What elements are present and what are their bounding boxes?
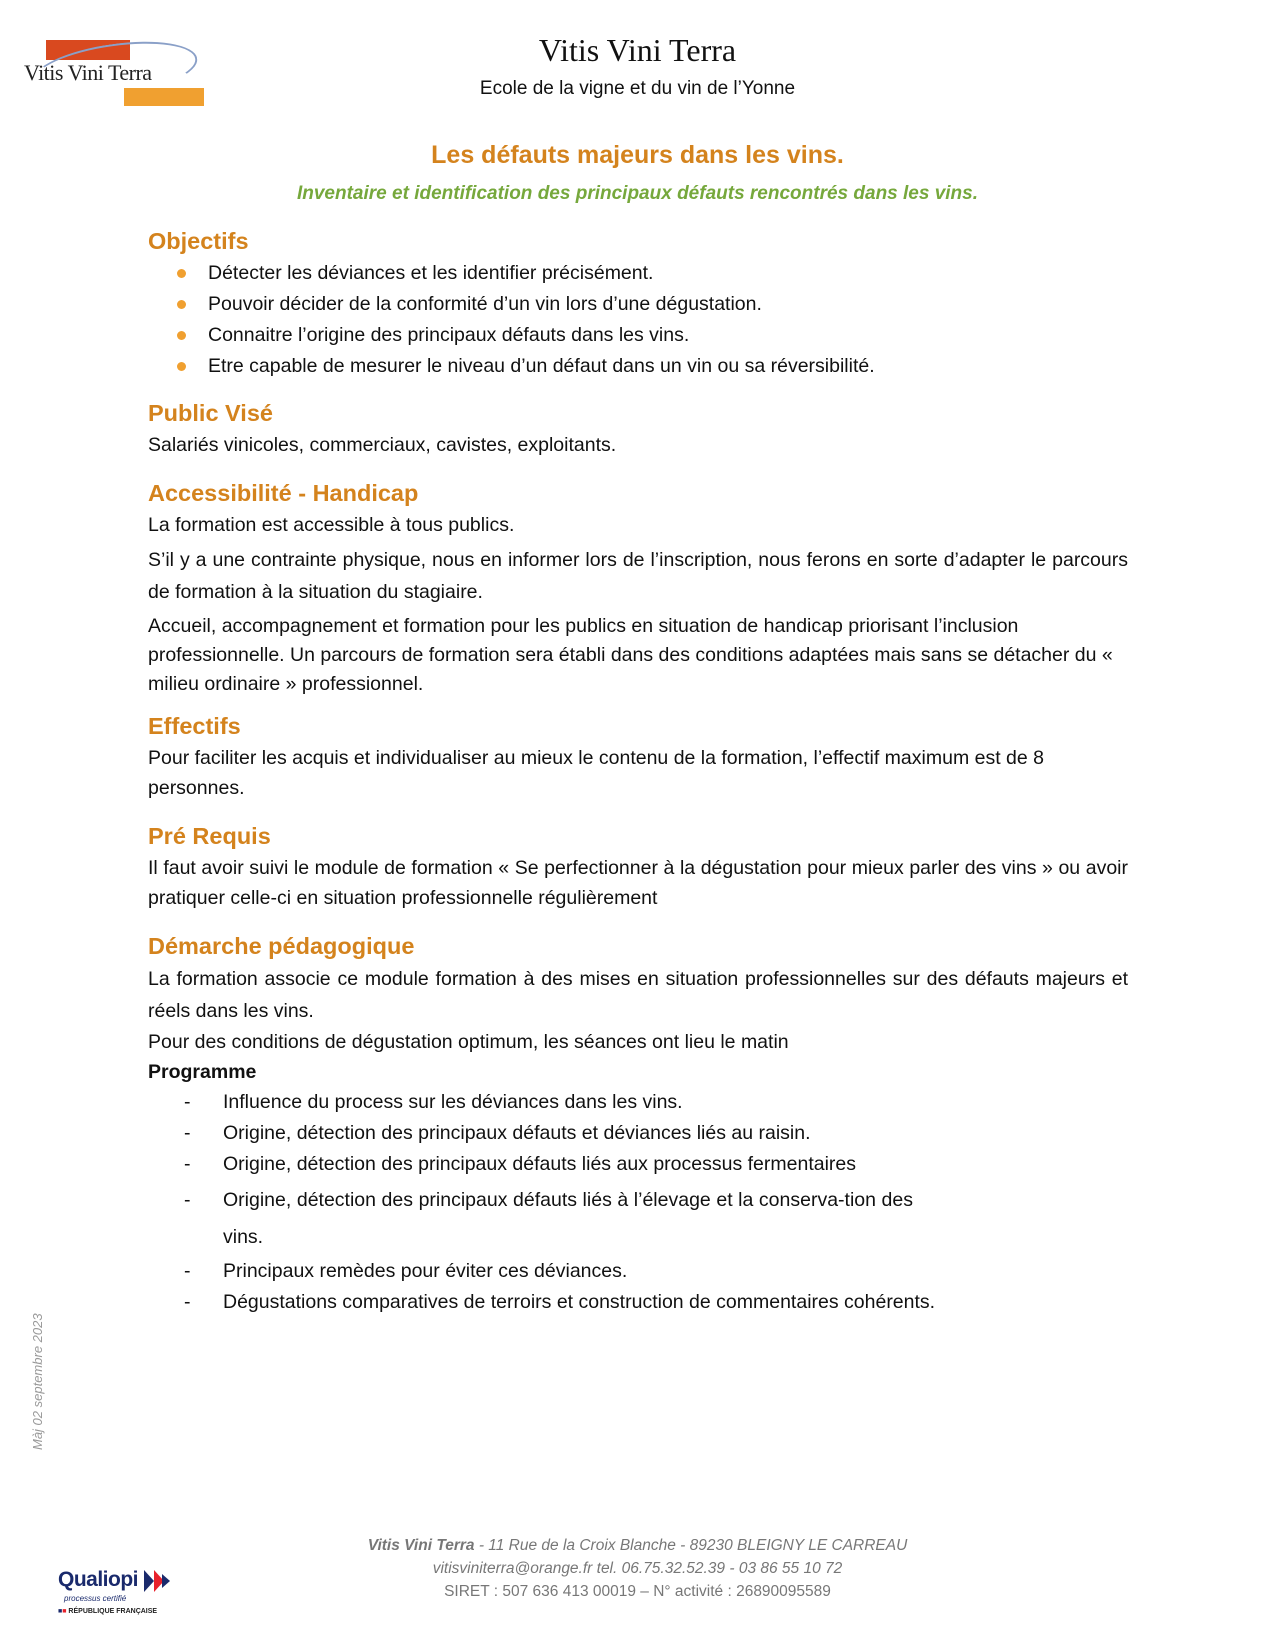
list-item: - Dégustations comparatives de terroirs et construction de commentaires cohérents.	[184, 1291, 936, 1313]
list-item: Pouvoir décider de la conformité d’un vin lors d’une dégustation.	[148, 289, 1128, 320]
list-item: - Origine, détection des principaux défauts et déviances liés au raisin.	[184, 1122, 811, 1144]
demarche-p1: La formation associe ce module formation à des mises en situation professionnelles sur des défauts majeurs et réels dans les vins.	[148, 968, 1128, 1022]
org-name: Vitis Vini Terra	[538, 32, 737, 68]
programme-list	[148, 1087, 1128, 1318]
objectifs-list	[148, 258, 1128, 382]
bullet-icon	[177, 300, 186, 309]
document-title: Les défauts majeurs dans les vins.	[431, 141, 844, 169]
qualiopi-republique: ■■ RÉPUBLIQUE FRANÇAISE	[58, 1608, 158, 1615]
list-item: - Origine, détection des principaux défauts liés aux processus fermentaires	[184, 1153, 856, 1175]
bullet-icon	[177, 331, 186, 340]
footer-address: - 11 Rue de la Croix Blanche - 89230 BLEIGNY LE CARREAU	[474, 1537, 908, 1554]
list-item: - Principaux remèdes pour éviter ces déviances.	[184, 1260, 628, 1282]
public-text: Salariés vinicoles, commerciaux, cavistes, exploitants.	[148, 434, 617, 456]
list-item: - Influence du process sur les déviances dans les vins.	[184, 1091, 683, 1113]
list-item: Etre capable de mesurer le niveau d’un défaut dans un vin ou sa réversibilité.	[148, 351, 1128, 382]
org-subtitle: Ecole de la vigne et du vin de l’Yonne	[479, 78, 796, 99]
bullet-icon	[177, 362, 186, 371]
qualiopi-logo	[58, 1568, 188, 1628]
heading-effectifs: Effectifs	[148, 713, 241, 739]
heading-demarche: Démarche pédagogique	[148, 933, 415, 959]
qualiopi-word: Qualiopi	[58, 1568, 138, 1591]
accessibilite-p1: La formation est accessible à tous publics.	[148, 514, 515, 536]
accessibilite-p2: S’il y a une contrainte physique, nous en informer lors de l’inscription, nous ferons en sorte d’adapter le parcours de formation à la situation du stagiaire.	[148, 549, 1128, 603]
document-subtitle: Inventaire et identification des principaux défauts rencontrés dans les vins.	[296, 183, 979, 204]
footer	[0, 1534, 1275, 1603]
list-item: - Origine, détection des principaux défauts liés à l’élevage et la conserva-tion des vins.	[184, 1189, 913, 1248]
qualiopi-subtitle: processus certifié	[64, 1594, 127, 1603]
qualiopi-arrows-icon	[144, 1568, 174, 1594]
bullet-icon	[177, 269, 186, 278]
heading-objectifs: Objectifs	[148, 228, 249, 254]
update-date: Màj 02 septembre 2023	[30, 1313, 45, 1450]
heading-public: Public Visé	[148, 400, 273, 426]
heading-prerequis: Pré Requis	[148, 823, 271, 849]
footer-siret: SIRET : 507 636 413 00019 – N° activité : 26890095589	[444, 1583, 831, 1600]
footer-address-line	[0, 1534, 1275, 1557]
list-item: Détecter les déviances et les identifier précisément.	[148, 258, 1128, 289]
effectifs-text: Pour faciliter les acquis et individualiser au mieux le contenu de la formation, l’effectif maximum est de 8 personnes.	[148, 747, 1044, 799]
heading-accessibilite: Accessibilité - Handicap	[148, 480, 419, 506]
programme-label: Programme	[148, 1061, 257, 1083]
footer-contact: vitisviniterra@orange.fr tel. 06.75.32.52.39 - 03 86 55 10 72	[432, 1560, 843, 1577]
prerequis-text: Il faut avoir suivi le module de formation « Se perfectionner à la dégustation pour mieux parler des vins » ou avoir pratiquer celle-ci en situation professionnelle régulièrement	[148, 857, 1128, 909]
demarche-p2: Pour des conditions de dégustation optimum, les séances ont lieu le matin	[148, 1031, 789, 1053]
accessibilite-p3: Accueil, accompagnement et formation pour les publics en situation de handicap priorisant l’inclusion professionnelle. Un parcours de formation sera établi dans des conditions adaptées mais sans se détacher du « milieu ordinaire » professionnel.	[148, 615, 1113, 695]
list-item: Connaitre l’origine des principaux défauts dans les vins.	[148, 320, 1128, 351]
footer-org: Vitis Vini Terra	[367, 1537, 475, 1554]
document-body	[148, 224, 1128, 1318]
logo-text: Vitis Vini Terra	[24, 60, 152, 85]
